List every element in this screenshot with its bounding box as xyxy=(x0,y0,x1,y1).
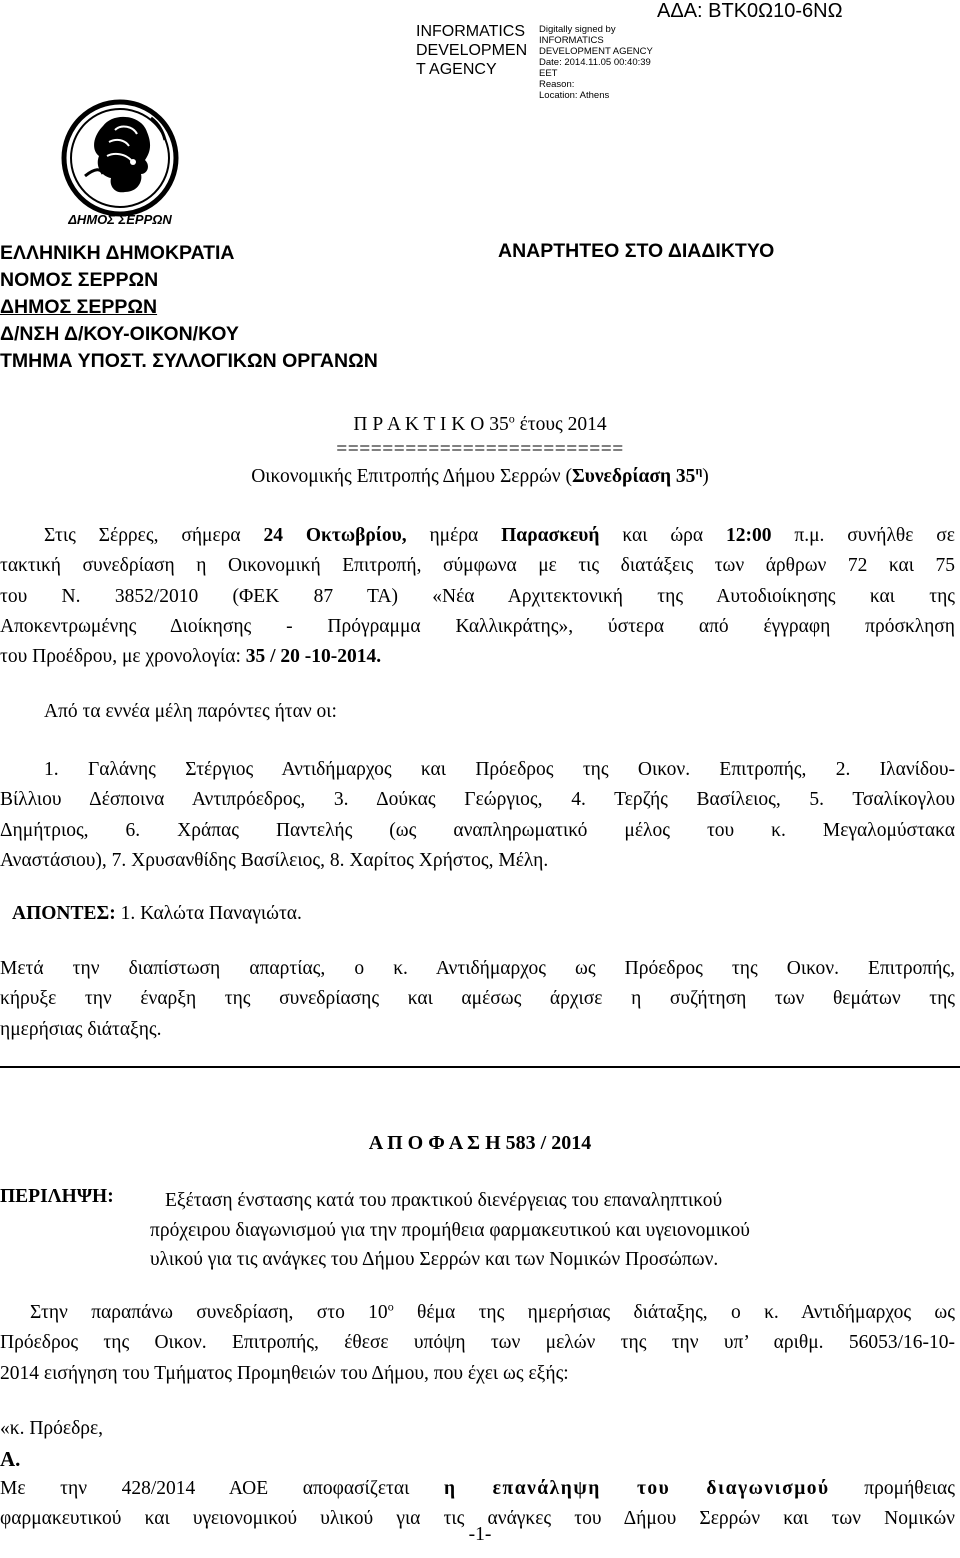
issuer-header xyxy=(0,240,378,375)
committee-session: Οικονομικής Επιτροπής Δήμου Σερρών (Συνεδρίαση $35^\eta$) xyxy=(251,463,709,487)
absent-line: ΑΠΟΝΤΕΣ: 1. Καλώτα Παναγιώτα. xyxy=(12,903,302,924)
page-number: -1- xyxy=(468,1524,492,1545)
members-line: Δημήτριος, 6. Χράπας Παντελής (ως αναπληρωματικό μέλος του κ. Μεγαλομύστακα xyxy=(0,819,955,841)
quorum-line: ημερήσιας διάταξης. xyxy=(0,1018,162,1040)
minutes-title: Π Ρ Α Κ Τ Ι Κ Ο $35^o$ έτους 2014 xyxy=(353,411,607,435)
header-department: ΤΜΗΜΑ ΥΠΟΣΤ. ΣΥΛΛΟΓΙΚΩΝ ΟΡΓΑΝΩΝ xyxy=(0,350,378,372)
members-line: Αναστάσιου), 7. Χρυσανθίδης Βασίλειος, 8. Χαρίτος Χρήστος, Μέλη. xyxy=(0,849,549,871)
summary-line: Εξέταση ένστασης κατά του πρακτικού διενέργειας του επαναληπτικού xyxy=(165,1190,723,1211)
summary-line: πρόχειρου διαγωνισμού για την προμήθεια φαρμακευτικού και υγειονομικού xyxy=(150,1219,750,1241)
body-line: Πρόεδρος της Οικον. Επιτροπής, έθεσε υπόψη των μελών της την υπ’ αριθμ. 56053/16-10- xyxy=(0,1332,955,1354)
intro-line: Αποκεντρωμένης Διοίκησης - Πρόγραμμα Καλλικράτης», ύστερα από έγγραφη πρόσκληση xyxy=(0,615,955,637)
summary-label: ΠΕΡΙΛΗΨΗ: xyxy=(0,1186,114,1207)
intro-paragraph xyxy=(0,521,955,672)
header-municipality: ΔΗΜΟΣ ΣΕΡΡΩΝ xyxy=(0,296,158,318)
intro-line: του Ν. 3852/2010 (ΦΕΚ 87 ΤΑ) «Νέα Αρχιτεκτονική της Αυτοδιοίκησης και της xyxy=(0,585,955,607)
quorum-paragraph xyxy=(0,954,955,1045)
summary-text xyxy=(150,1186,950,1275)
seal-text: ΔΗΜΟΣ ΣΕΡΡΩΝ xyxy=(68,212,172,227)
intro-line: Στις Σέρρες, σήμερα 24 Οκτωβρίου, ημέρα Παρασκευή και ώρα 12:00 π.μ. συνήλθε σε xyxy=(44,525,955,546)
final-line: Με την 428/2014 ΑΟΕ αποφασίζεται η επανάληψη του διαγωνισμού προμήθειας xyxy=(0,1478,955,1499)
body-line: Στην παραπάνω συνεδρίαση, στο $10^o$ θέμα της ημερήσιας διάταξης, ο κ. Αντιδήμαρχος ως xyxy=(30,1299,955,1323)
final-line: φαρμακευτικού και υγειονομικού υλικού για τις ανάγκες του Δήμου Σερρών και των Νομικών xyxy=(0,1508,955,1530)
municipality-seal-icon xyxy=(55,96,185,232)
body-paragraph xyxy=(0,1298,955,1389)
ada-code: ΑΔΑ: ΒΤΚ0Ω10-6ΝΩ xyxy=(657,0,843,22)
intro-line: τακτική συνεδρίαση η Οικονομική Επιτροπή, σύμφωνα με τις διατάξεις των άρθρων 72 και 75 xyxy=(0,555,955,577)
title-underline: ========================= xyxy=(336,439,624,460)
members-list xyxy=(0,755,955,876)
header-prefecture: ΝΟΜΟΣ ΣΕΡΡΩΝ xyxy=(0,269,159,291)
members-line: Βίλλιου Δέσποινα Αντιπρόεδρος, 3. Δούκας Γεώργιος, 4. Τερζής Βασίλειος, 5. Τσαλίκογλου xyxy=(0,789,955,811)
signature-timezone: EET xyxy=(539,68,558,79)
members-intro: Από τα εννέα μέλη παρόντες ήταν οι: xyxy=(44,701,337,722)
members-line: 1. Γαλάνης Στέργιος Αντιδήμαρχος και Πρόεδρος της Οικον. Επιτροπής, 2. Ιλανίδου- xyxy=(44,759,955,780)
quorum-line: κήρυξε την έναρξη της συνεδρίασης και αμέσως άρχισε η συζήτηση των θεμάτων της xyxy=(0,988,955,1010)
salutation: «κ. Πρόεδρε, xyxy=(0,1418,104,1439)
section-a-heading: Α. xyxy=(0,1447,21,1471)
signature-signer: INFORMATICS DEVELOPMENT AGENCY xyxy=(539,35,653,57)
signature-label: Digitally signed by xyxy=(539,24,616,35)
body-line: 2014 εισήγηση του Τμήματος Προμηθειών του Δήμου, που έχει ως εξής: xyxy=(0,1362,569,1384)
signature-organization: INFORMATICS DEVELOPMEN T AGENCY xyxy=(416,23,528,78)
signature-details xyxy=(539,24,669,101)
section-divider xyxy=(0,1066,960,1068)
signature-location: Location: Athens xyxy=(539,90,610,101)
signature-date: Date: 2014.11.05 00:40:39 xyxy=(539,57,651,68)
signature-reason: Reason: xyxy=(539,79,575,90)
quorum-line: Μετά την διαπίστωση απαρτίας, ο κ. Αντιδήμαρχος ως Πρόεδρος της Οικον. Επιτροπής, xyxy=(0,958,955,979)
intro-line: του Προέδρου, με χρονολογία: 35 / 20 -10-2014. xyxy=(0,646,382,668)
internet-post-notice: ΑΝΑΡΤΗΤΕΟ ΣΤΟ ΔΙΑΔΙΚΤΥΟ xyxy=(498,240,775,262)
summary-line: υλικού για τις ανάγκες του Δήμου Σερρών και των Νομικών Προσώπων. xyxy=(150,1249,719,1270)
header-directorate: Δ/ΝΣΗ Δ/ΚΟΥ-ΟΙΚΟΝ/ΚΟΥ xyxy=(0,323,239,345)
header-republic: ΕΛΛΗΝΙΚΗ ΔΗΜΟΚΡΑΤΙΑ xyxy=(0,242,235,264)
decision-title: Α Π Ο Φ Α Σ Η 583 / 2014 xyxy=(368,1132,592,1154)
